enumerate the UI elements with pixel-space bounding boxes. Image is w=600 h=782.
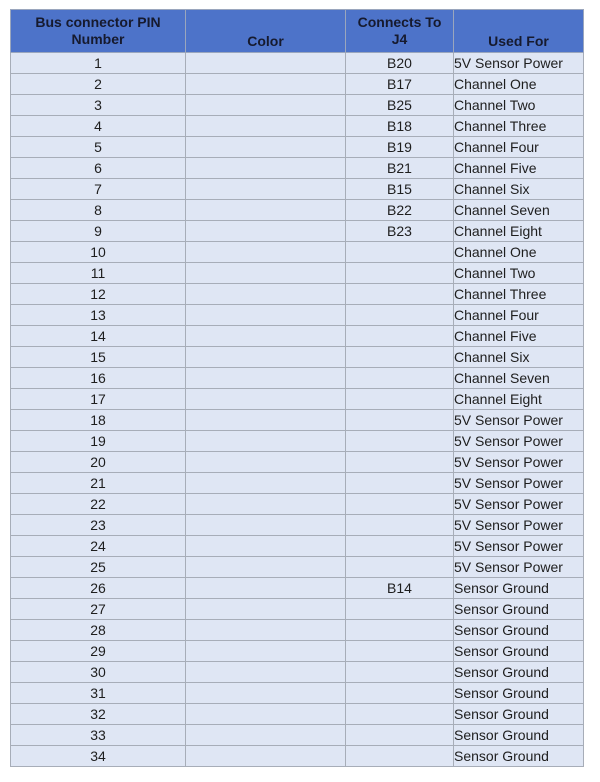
cell-pin-number: 7 <box>11 179 186 200</box>
cell-color <box>186 116 346 137</box>
table-row <box>11 431 584 452</box>
cell-pin-number: 5 <box>11 137 186 158</box>
table-row <box>11 662 584 683</box>
cell-pin-number: 33 <box>11 725 186 746</box>
cell-color <box>186 221 346 242</box>
cell-pin-number: 3 <box>11 95 186 116</box>
cell-color <box>186 641 346 662</box>
cell-color <box>186 578 346 599</box>
cell-connects-to <box>346 368 454 389</box>
cell-used-for: Channel Four <box>454 305 584 326</box>
cell-color <box>186 536 346 557</box>
cell-color <box>186 95 346 116</box>
cell-color <box>186 704 346 725</box>
table-row <box>11 284 584 305</box>
cell-used-for: Channel Two <box>454 95 584 116</box>
cell-pin-number: 4 <box>11 116 186 137</box>
cell-pin-number: 19 <box>11 431 186 452</box>
cell-connects-to <box>346 662 454 683</box>
table-row <box>11 242 584 263</box>
cell-color <box>186 599 346 620</box>
table-header <box>11 10 584 53</box>
header-pin-line2: Number <box>71 31 125 47</box>
header-connects-line1: Connects To <box>357 14 442 30</box>
cell-pin-number: 23 <box>11 515 186 536</box>
cell-connects-to <box>346 620 454 641</box>
cell-pin-number: 21 <box>11 473 186 494</box>
header-used-for-label: Used For <box>488 33 549 49</box>
cell-used-for: Channel Six <box>454 347 584 368</box>
cell-pin-number: 15 <box>11 347 186 368</box>
cell-color <box>186 74 346 95</box>
header-row <box>11 10 584 53</box>
header-used-for <box>454 10 584 53</box>
cell-connects-to: B19 <box>346 137 454 158</box>
cell-pin-number: 2 <box>11 74 186 95</box>
cell-used-for: Sensor Ground <box>454 578 584 599</box>
header-pin-line1: Bus connector PIN <box>35 14 161 30</box>
table-row <box>11 200 584 221</box>
cell-used-for: Channel One <box>454 242 584 263</box>
cell-used-for: 5V Sensor Power <box>454 431 584 452</box>
cell-pin-number: 8 <box>11 200 186 221</box>
cell-pin-number: 17 <box>11 389 186 410</box>
table-row <box>11 347 584 368</box>
cell-pin-number: 10 <box>11 242 186 263</box>
cell-pin-number: 31 <box>11 683 186 704</box>
cell-used-for: Channel One <box>454 74 584 95</box>
table-row <box>11 389 584 410</box>
table-row <box>11 620 584 641</box>
cell-pin-number: 1 <box>11 53 186 74</box>
table-row <box>11 410 584 431</box>
cell-connects-to <box>346 284 454 305</box>
cell-connects-to <box>346 410 454 431</box>
table-row <box>11 53 584 74</box>
cell-used-for: Channel Five <box>454 158 584 179</box>
cell-used-for: Channel Eight <box>454 389 584 410</box>
cell-color <box>186 347 346 368</box>
cell-used-for: Sensor Ground <box>454 683 584 704</box>
cell-connects-to <box>346 347 454 368</box>
cell-pin-number: 12 <box>11 284 186 305</box>
table-row <box>11 683 584 704</box>
header-connects-line2: J4 <box>391 31 408 47</box>
table-row <box>11 494 584 515</box>
cell-connects-to: B17 <box>346 74 454 95</box>
cell-used-for: 5V Sensor Power <box>454 473 584 494</box>
cell-color <box>186 431 346 452</box>
cell-pin-number: 18 <box>11 410 186 431</box>
cell-used-for: Sensor Ground <box>454 746 584 767</box>
cell-used-for: Channel Five <box>454 326 584 347</box>
cell-used-for: 5V Sensor Power <box>454 53 584 74</box>
cell-pin-number: 14 <box>11 326 186 347</box>
table-row <box>11 221 584 242</box>
cell-pin-number: 9 <box>11 221 186 242</box>
cell-color <box>186 368 346 389</box>
cell-pin-number: 29 <box>11 641 186 662</box>
cell-pin-number: 22 <box>11 494 186 515</box>
cell-color <box>186 557 346 578</box>
cell-color <box>186 326 346 347</box>
cell-pin-number: 34 <box>11 746 186 767</box>
cell-color <box>186 158 346 179</box>
cell-connects-to <box>346 389 454 410</box>
table-row <box>11 557 584 578</box>
cell-used-for: Sensor Ground <box>454 599 584 620</box>
table-row <box>11 158 584 179</box>
cell-pin-number: 30 <box>11 662 186 683</box>
table-row <box>11 137 584 158</box>
cell-used-for: Channel Four <box>454 137 584 158</box>
header-color-label: Color <box>247 33 284 49</box>
cell-color <box>186 683 346 704</box>
cell-connects-to <box>346 599 454 620</box>
cell-used-for: Channel Three <box>454 116 584 137</box>
table-row <box>11 452 584 473</box>
cell-connects-to: B23 <box>346 221 454 242</box>
table-row <box>11 578 584 599</box>
cell-color <box>186 389 346 410</box>
cell-connects-to: B20 <box>346 53 454 74</box>
cell-color <box>186 452 346 473</box>
table-body <box>11 53 584 767</box>
cell-used-for: 5V Sensor Power <box>454 515 584 536</box>
cell-connects-to: B14 <box>346 578 454 599</box>
table-row <box>11 95 584 116</box>
cell-connects-to <box>346 431 454 452</box>
pin-table-container <box>10 9 583 767</box>
table-row <box>11 746 584 767</box>
cell-pin-number: 24 <box>11 536 186 557</box>
cell-used-for: Sensor Ground <box>454 662 584 683</box>
cell-connects-to <box>346 515 454 536</box>
cell-pin-number: 20 <box>11 452 186 473</box>
cell-used-for: Channel Two <box>454 263 584 284</box>
table-row <box>11 368 584 389</box>
header-pin-number <box>11 10 186 53</box>
cell-connects-to: B15 <box>346 179 454 200</box>
cell-connects-to <box>346 683 454 704</box>
cell-color <box>186 179 346 200</box>
table-row <box>11 263 584 284</box>
cell-pin-number: 26 <box>11 578 186 599</box>
cell-color <box>186 200 346 221</box>
cell-connects-to <box>346 704 454 725</box>
cell-used-for: Channel Three <box>454 284 584 305</box>
cell-connects-to <box>346 473 454 494</box>
cell-color <box>186 515 346 536</box>
cell-used-for: Sensor Ground <box>454 725 584 746</box>
cell-connects-to <box>346 746 454 767</box>
table-row <box>11 599 584 620</box>
cell-pin-number: 28 <box>11 620 186 641</box>
cell-used-for: Channel Eight <box>454 221 584 242</box>
cell-connects-to <box>346 557 454 578</box>
cell-color <box>186 263 346 284</box>
cell-used-for: Channel Seven <box>454 200 584 221</box>
table-row <box>11 641 584 662</box>
cell-color <box>186 662 346 683</box>
cell-color <box>186 620 346 641</box>
cell-pin-number: 25 <box>11 557 186 578</box>
cell-color <box>186 494 346 515</box>
table-row <box>11 116 584 137</box>
table-row <box>11 305 584 326</box>
cell-used-for: 5V Sensor Power <box>454 494 584 515</box>
cell-connects-to: B25 <box>346 95 454 116</box>
cell-used-for: Sensor Ground <box>454 620 584 641</box>
cell-pin-number: 16 <box>11 368 186 389</box>
table-row <box>11 704 584 725</box>
cell-color <box>186 305 346 326</box>
header-connects-to <box>346 10 454 53</box>
cell-color <box>186 473 346 494</box>
table-row <box>11 179 584 200</box>
cell-used-for: 5V Sensor Power <box>454 410 584 431</box>
cell-color <box>186 242 346 263</box>
cell-connects-to <box>346 494 454 515</box>
cell-used-for: Sensor Ground <box>454 704 584 725</box>
table-row <box>11 326 584 347</box>
cell-used-for: 5V Sensor Power <box>454 452 584 473</box>
cell-pin-number: 11 <box>11 263 186 284</box>
cell-used-for: Channel Six <box>454 179 584 200</box>
cell-connects-to: B21 <box>346 158 454 179</box>
cell-color <box>186 725 346 746</box>
table-row <box>11 515 584 536</box>
cell-pin-number: 32 <box>11 704 186 725</box>
cell-connects-to <box>346 305 454 326</box>
cell-connects-to: B18 <box>346 116 454 137</box>
cell-color <box>186 53 346 74</box>
cell-connects-to <box>346 725 454 746</box>
cell-pin-number: 13 <box>11 305 186 326</box>
cell-pin-number: 6 <box>11 158 186 179</box>
cell-color <box>186 746 346 767</box>
cell-used-for: 5V Sensor Power <box>454 557 584 578</box>
cell-connects-to <box>346 263 454 284</box>
table-row <box>11 473 584 494</box>
pin-assignment-table <box>10 9 584 767</box>
table-row <box>11 74 584 95</box>
cell-used-for: 5V Sensor Power <box>454 536 584 557</box>
cell-connects-to <box>346 536 454 557</box>
table-row <box>11 725 584 746</box>
cell-color <box>186 284 346 305</box>
cell-color <box>186 137 346 158</box>
cell-color <box>186 410 346 431</box>
header-color <box>186 10 346 53</box>
cell-used-for: Sensor Ground <box>454 641 584 662</box>
table-row <box>11 536 584 557</box>
cell-connects-to <box>346 641 454 662</box>
cell-pin-number: 27 <box>11 599 186 620</box>
cell-connects-to <box>346 242 454 263</box>
cell-used-for: Channel Seven <box>454 368 584 389</box>
cell-connects-to <box>346 326 454 347</box>
cell-connects-to <box>346 452 454 473</box>
cell-connects-to: B22 <box>346 200 454 221</box>
